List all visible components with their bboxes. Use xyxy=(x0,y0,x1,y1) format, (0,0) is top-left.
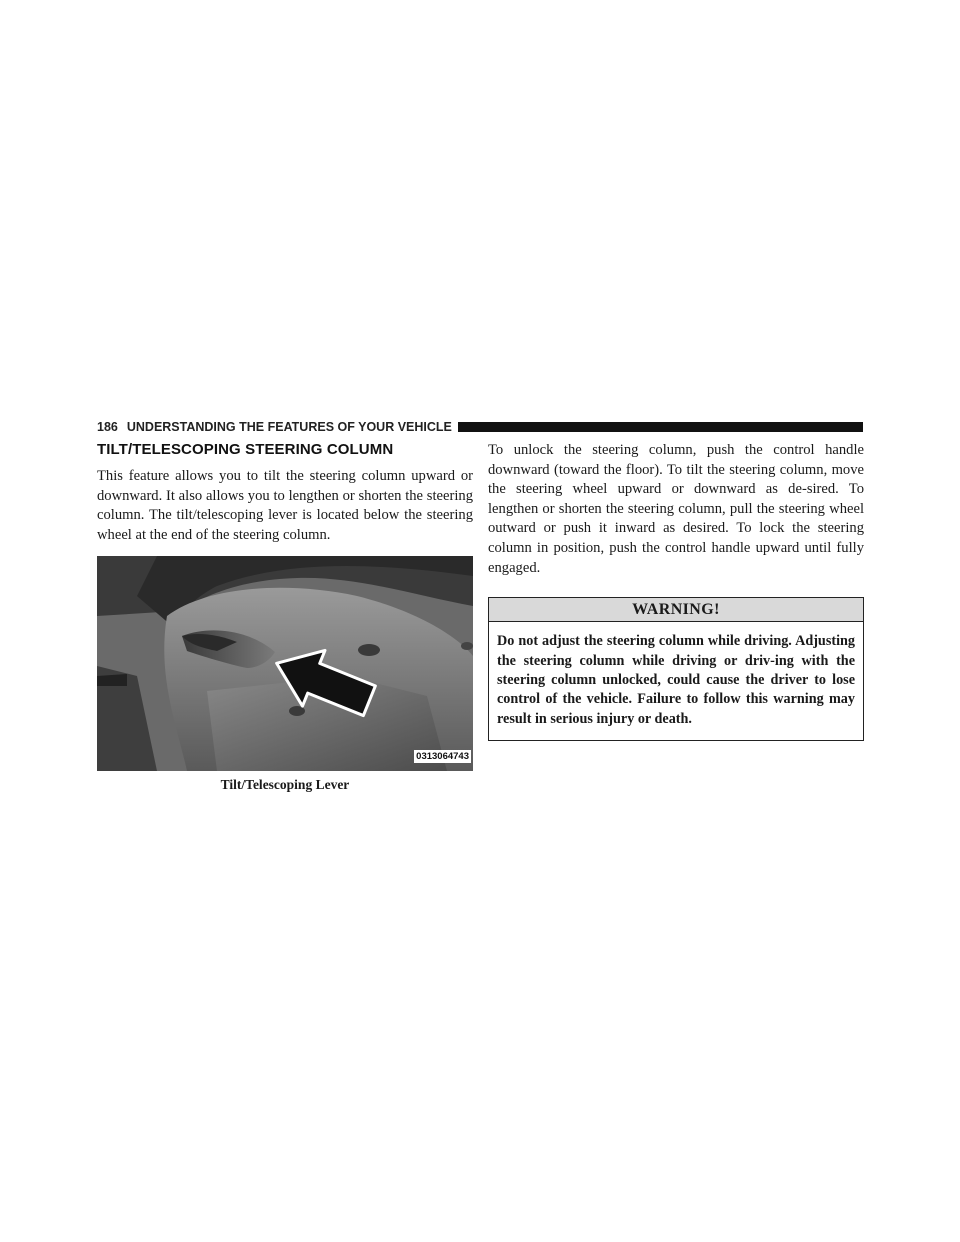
instructions-paragraph: To unlock the steering column, push the control handle downward (toward the floor). To tilt the steering column, move the steering wheel upward or downward as de-sired. To lengthen or shorten the steering column, pull the steering wheel outward or push it inward as desired. To lock the steering column in position, push the control handle upward until fully engaged. xyxy=(488,442,864,576)
page-header xyxy=(97,419,863,435)
figure-code: 0313064743 xyxy=(416,751,469,763)
warning-box xyxy=(488,597,864,741)
header-rule xyxy=(458,422,863,432)
right-column xyxy=(488,441,864,741)
running-title: UNDERSTANDING THE FEATURES OF YOUR VEHICLE xyxy=(126,420,452,434)
lever-photo xyxy=(97,556,473,771)
intro-paragraph: This feature allows you to tilt the steering column upward or downward. It also allows you to lengthen or shorten the steering column. The tilt/telescoping lever is located below the steering wheel at the end of the steering column. xyxy=(97,468,473,543)
warning-text: Do not adjust the steering column while driving. Adjusting the steering column while driving or driv-ing with the steering column unlocked, could cause the driver to lose control of the vehicle. Failure to follow this warning may result in serious injury or death. xyxy=(497,633,855,727)
left-column xyxy=(97,441,473,793)
warning-title: WARNING! xyxy=(489,598,863,622)
figure-caption: Tilt/Telescoping Lever xyxy=(220,777,350,793)
steering-column-illustration xyxy=(97,556,473,771)
section-heading: TILT/TELESCOPING STEERING COLUMN xyxy=(97,441,394,458)
page-number: 186 xyxy=(97,420,118,434)
